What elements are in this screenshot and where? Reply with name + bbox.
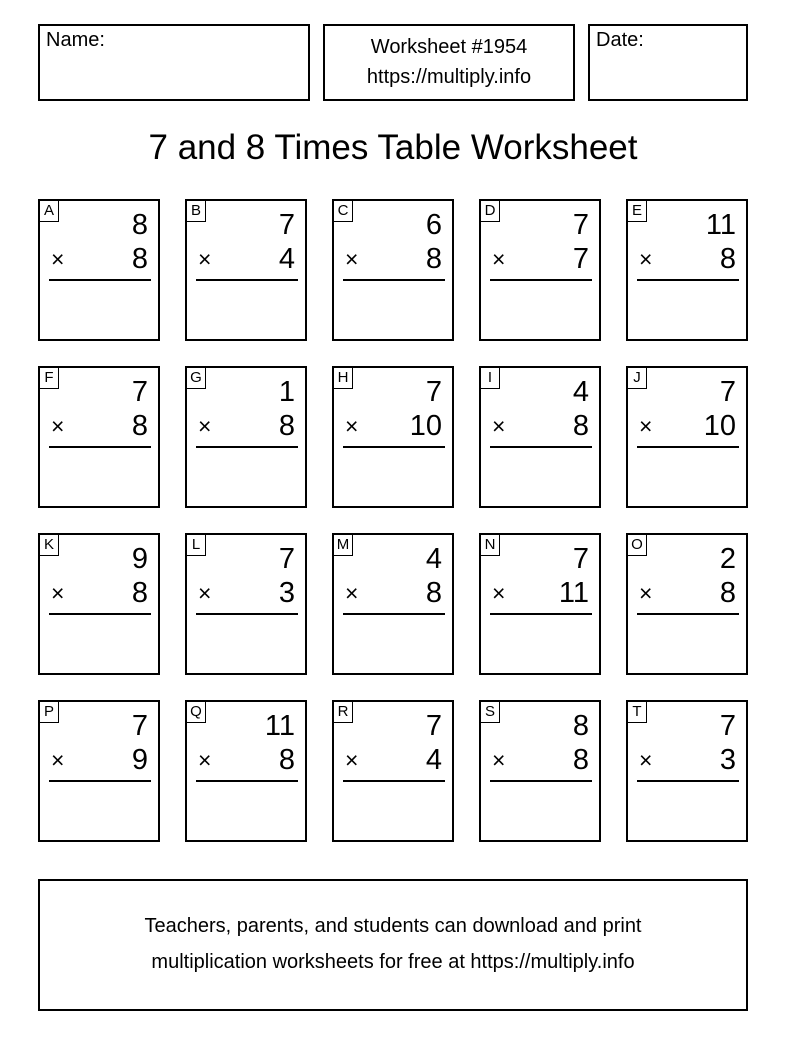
multiplicand: 7 xyxy=(425,376,442,408)
footer-line-2: multiplication worksheets for free at https://multiply.info xyxy=(151,951,635,973)
problem-card xyxy=(626,366,748,508)
times-sign: × xyxy=(198,580,212,606)
times-sign: × xyxy=(51,413,65,439)
multiplier: 8 xyxy=(131,243,148,275)
problem-label: A xyxy=(40,201,59,222)
multiplier: 4 xyxy=(278,243,295,275)
multiplicand: 11 xyxy=(705,209,736,241)
multiplier: 8 xyxy=(572,744,589,776)
name-label: Name: xyxy=(46,29,105,51)
multiplier: 8 xyxy=(572,410,589,442)
multiplicand: 7 xyxy=(278,209,295,241)
multiplicand: 7 xyxy=(719,376,736,408)
multiplicand: 8 xyxy=(572,710,589,742)
multiplicand: 6 xyxy=(425,209,442,241)
problem-card xyxy=(185,700,307,842)
answer-line xyxy=(49,780,151,782)
times-sign: × xyxy=(198,246,212,272)
answer-line xyxy=(343,613,445,615)
multiplicand: 2 xyxy=(719,543,736,575)
problem-card xyxy=(185,199,307,341)
answer-line xyxy=(637,446,739,448)
multiplier: 3 xyxy=(719,744,736,776)
times-sign: × xyxy=(492,747,506,773)
times-sign: × xyxy=(51,246,65,272)
multiplicand: 7 xyxy=(572,209,589,241)
times-sign: × xyxy=(345,246,359,272)
times-sign: × xyxy=(492,413,506,439)
answer-line xyxy=(49,446,151,448)
times-sign: × xyxy=(639,246,653,272)
answer-line xyxy=(196,279,298,281)
problem-label: F xyxy=(40,368,59,389)
problem-label: O xyxy=(628,535,647,556)
problem-card xyxy=(479,533,601,675)
multiplicand: 7 xyxy=(278,543,295,575)
problem-label: B xyxy=(187,201,206,222)
times-sign: × xyxy=(345,747,359,773)
problem-label: K xyxy=(40,535,59,556)
times-sign: × xyxy=(639,747,653,773)
multiplicand: 7 xyxy=(719,710,736,742)
problem-card xyxy=(38,199,160,341)
footer-box xyxy=(38,879,748,1011)
worksheet-number: Worksheet #1954 xyxy=(370,36,528,58)
problem-label: L xyxy=(187,535,206,556)
multiplicand: 4 xyxy=(572,376,589,408)
multiplier: 4 xyxy=(425,744,442,776)
times-sign: × xyxy=(51,747,65,773)
problem-card xyxy=(332,533,454,675)
problem-label: N xyxy=(481,535,500,556)
problem-card xyxy=(185,366,307,508)
multiplier: 3 xyxy=(278,577,295,609)
problem-label: E xyxy=(628,201,647,222)
problem-card xyxy=(626,700,748,842)
multiplicand: 9 xyxy=(131,543,148,575)
multiplier: 8 xyxy=(719,577,736,609)
times-sign: × xyxy=(198,747,212,773)
problem-label: C xyxy=(334,201,353,222)
multiplier: 10 xyxy=(409,410,442,442)
date-label: Date: xyxy=(596,29,644,51)
multiplier: 8 xyxy=(278,744,295,776)
problem-label: I xyxy=(481,368,500,389)
problem-label: T xyxy=(628,702,647,723)
times-sign: × xyxy=(492,246,506,272)
problem-label: P xyxy=(40,702,59,723)
multiplier: 8 xyxy=(131,577,148,609)
multiplicand: 8 xyxy=(131,209,148,241)
multiplicand: 11 xyxy=(264,710,295,742)
answer-line xyxy=(196,613,298,615)
problem-card xyxy=(38,366,160,508)
multiplicand: 7 xyxy=(572,543,589,575)
multiplier: 8 xyxy=(425,243,442,275)
problem-card xyxy=(479,700,601,842)
problem-label: H xyxy=(334,368,353,389)
problem-label: S xyxy=(481,702,500,723)
multiplicand: 4 xyxy=(425,543,442,575)
worksheet-url: https://multiply.info xyxy=(366,66,532,88)
answer-line xyxy=(490,446,592,448)
multiplier: 8 xyxy=(719,243,736,275)
multiplier: 7 xyxy=(572,243,589,275)
multiplier: 8 xyxy=(131,410,148,442)
answer-line xyxy=(490,780,592,782)
multiplier: 8 xyxy=(425,577,442,609)
answer-line xyxy=(49,613,151,615)
footer-line-1: Teachers, parents, and students can download and print xyxy=(144,915,642,937)
problem-card xyxy=(38,533,160,675)
times-sign: × xyxy=(345,580,359,606)
problem-label: D xyxy=(481,201,500,222)
problem-label: M xyxy=(334,535,353,556)
answer-line xyxy=(490,279,592,281)
problem-card xyxy=(332,700,454,842)
multiplicand: 7 xyxy=(425,710,442,742)
answer-line xyxy=(343,279,445,281)
problem-card xyxy=(626,199,748,341)
answer-line xyxy=(196,780,298,782)
answer-line xyxy=(196,446,298,448)
times-sign: × xyxy=(51,580,65,606)
multiplicand: 1 xyxy=(278,376,295,408)
problem-card xyxy=(332,366,454,508)
answer-line xyxy=(343,780,445,782)
problem-card xyxy=(185,533,307,675)
problem-card xyxy=(38,700,160,842)
problem-label: Q xyxy=(187,702,206,723)
problem-label: J xyxy=(628,368,647,389)
problem-card xyxy=(332,199,454,341)
multiplier: 8 xyxy=(278,410,295,442)
times-sign: × xyxy=(639,413,653,439)
answer-line xyxy=(49,279,151,281)
answer-line xyxy=(637,780,739,782)
problem-card xyxy=(626,533,748,675)
multiplier: 10 xyxy=(703,410,736,442)
times-sign: × xyxy=(492,580,506,606)
times-sign: × xyxy=(198,413,212,439)
answer-line xyxy=(637,279,739,281)
problem-label: G xyxy=(187,368,206,389)
multiplicand: 7 xyxy=(131,710,148,742)
multiplicand: 7 xyxy=(131,376,148,408)
page-title: 7 and 8 Times Table Worksheet xyxy=(148,128,638,167)
answer-line xyxy=(343,446,445,448)
problem-card xyxy=(479,366,601,508)
multiplier: 9 xyxy=(131,744,148,776)
multiplier: 11 xyxy=(558,577,589,609)
times-sign: × xyxy=(639,580,653,606)
answer-line xyxy=(637,613,739,615)
answer-line xyxy=(490,613,592,615)
times-sign: × xyxy=(345,413,359,439)
problem-card xyxy=(479,199,601,341)
problem-label: R xyxy=(334,702,353,723)
